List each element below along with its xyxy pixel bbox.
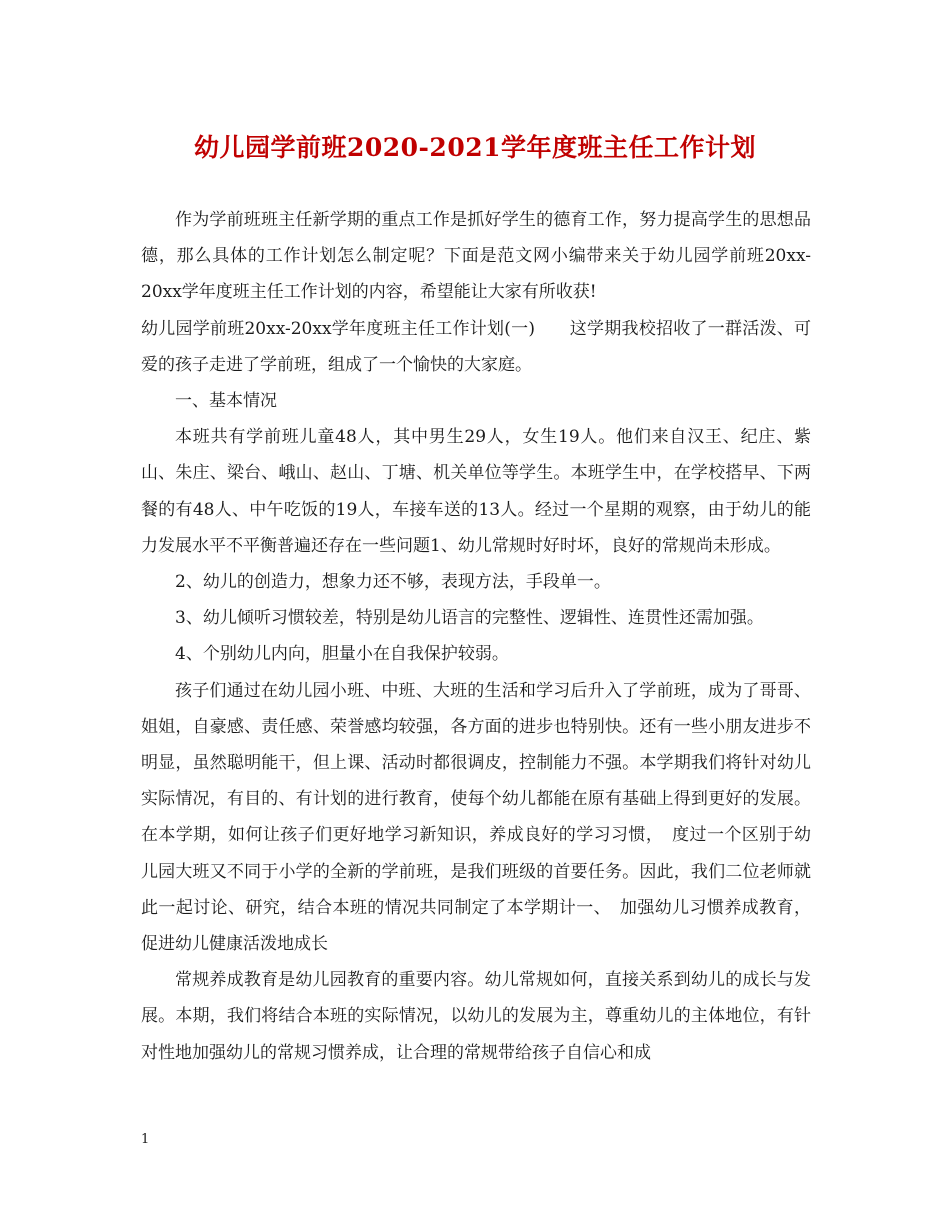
- document-body: [141, 202, 811, 1071]
- paragraph-children-progress: 孩子们通过在幼儿园小班、中班、大班的生活和学习后升入了学前班，成为了哥哥、姐姐，自豪感、责任感、荣誉感均较强，各方面的进步也特别快。还有一些小朋友进步不明显，虽然聪明能干，但上课、活动时都很调皮，控制能力不强。本学期我们将针对幼儿实际情况，有目的、有计划的进行教育，使每个幼儿都能在原有基础上得到更好的发展。在本学期，如何让孩子们更好地学习新知识，养成良好的学习习惯， 度过一个区别于幼儿园大班又不同于小学的全新的学前班，是我们班级的首要任务。因此，我们二位老师就此一起讨论、研究，结合本班的情况共同制定了本学期计一、 加强幼儿习惯养成教育，促进幼儿健康活泼地成长: [141, 680, 811, 955]
- list-item-4: 4、个别幼儿内向，胆量小在自我保护较弱。: [175, 644, 509, 665]
- document-title: 幼儿园学前班2020-2021学年度班主任工作计划: [193, 133, 757, 162]
- page-number: 1: [141, 1132, 150, 1147]
- section-heading-basic-situation: 一、基本情况: [175, 391, 277, 412]
- list-item-2: 2、幼儿的创造力，想象力还不够，表现方法，手段单一。: [175, 572, 611, 593]
- paragraph-intro: 作为学前班班主任新学期的重点工作是抓好学生的德育工作，努力提高学生的思想品德，那么具体的工作计划怎么制定呢？下面是范文网小编带来关于幼儿园学前班20xx-20xx学年度班主任工作计划的内容，希望能让大家有所收获!: [141, 210, 811, 303]
- paragraph-class-info: 本班共有学前班儿童48人，其中男生29人，女生19人。他们来自汉王、纪庄、紫山、朱庄、梁台、峨山、赵山、丁塘、机关单位等学生。本班学生中，在学校搭早、下两餐的有48人、中午吃饭的19人，车接车送的13人。经过一个星期的观察，由于幼儿的能力发展水平不平衡普遍还存在一些问题1、幼儿常规时好时坏，良好的常规尚未形成。: [141, 427, 811, 556]
- paragraph-plan-heading: 幼儿园学前班20xx-20xx学年度班主任工作计划(一) 这学期我校招收了一群活泼、可爱的孩子走进了学前班，组成了一个愉快的大家庭。: [141, 318, 811, 375]
- list-item-3: 3、幼儿倾听习惯较差，特别是幼儿语言的完整性、逻辑性、连贯性还需加强。: [175, 608, 764, 629]
- paragraph-routine-education: 常规养成教育是幼儿园教育的重要内容。幼儿常规如何，直接关系到幼儿的成长与发展。本期，我们将结合本班的实际情况，以幼儿的发展为主，尊重幼儿的主体地位，有针对性地加强幼儿的常规习惯养成，让合理的常规带给孩子自信心和成: [141, 970, 811, 1063]
